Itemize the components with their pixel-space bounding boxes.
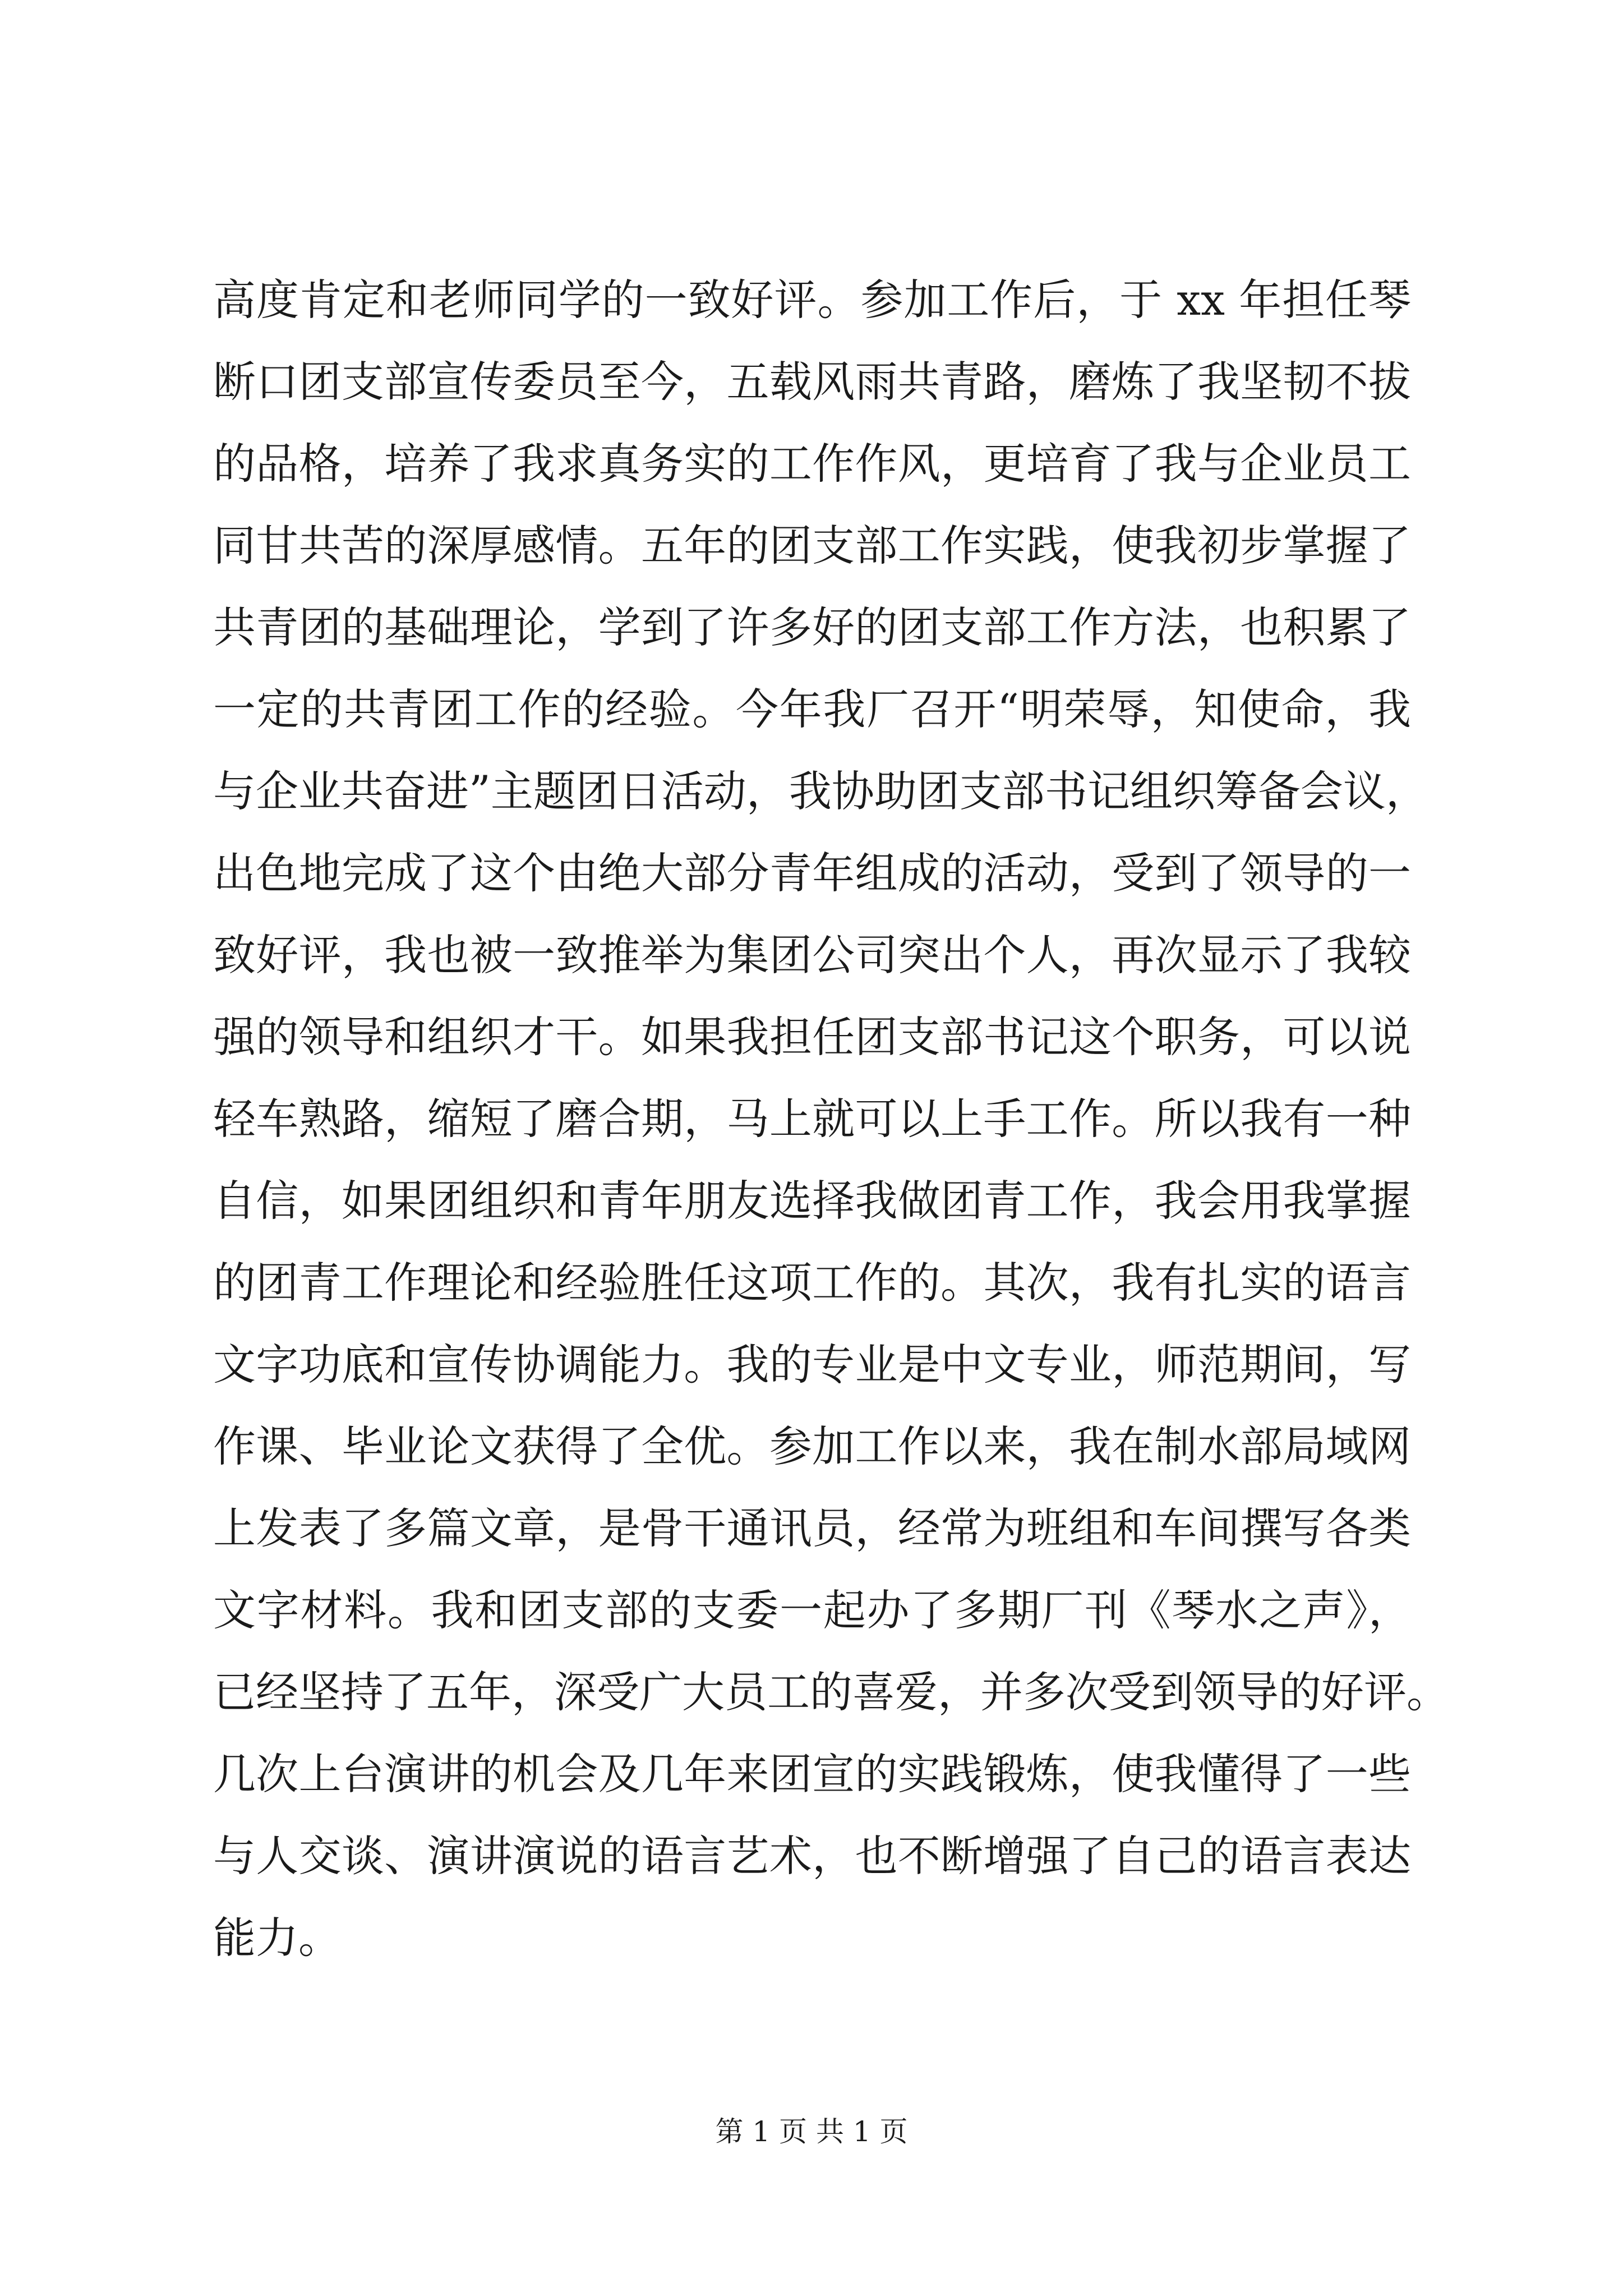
text-line-15: 作课、毕业论文获得了全优。参加工作以来，我在制水部局域网 — [213, 1421, 1411, 1471]
text-line-7: 与企业共奋进”主题团日活动，我协助团支部书记组织筹备会议， — [213, 766, 1428, 816]
text-line-8: 出色地完成了这个由绝大部分青年组成的活动，受到了领导的一 — [213, 848, 1411, 898]
text-line-4: 同甘共苦的深厚感情。五年的团支部工作实践，使我初步掌握了 — [213, 521, 1411, 570]
text-line-20: 与人交谈、演讲演说的语言艺术，也不断增强了自己的语言表达 — [213, 1831, 1411, 1881]
text-line-19: 几次上台演讲的机会及几年来团宣的实践锻炼，使我懂得了一些 — [213, 1749, 1411, 1799]
page-footer: 第 1 页 共 1 页 — [715, 2115, 908, 2148]
text-line-6: 一定的共青团工作的经验。今年我厂召开“明荣辱，知使命，我 — [213, 684, 1411, 734]
text-line-10: 强的领导和组织才干。如果我担任团支部书记这个职务，可以说 — [213, 1012, 1411, 1062]
text-line-11: 轻车熟路，缩短了磨合期，马上就可以上手工作。所以我有一种 — [213, 1094, 1411, 1144]
text-line-17: 文字材料。我和团支部的支委一起办了多期厂刊《琴水之声》， — [213, 1585, 1411, 1635]
text-line-1: 高度肯定和老师同学的一致好评。参加工作后，于 xx 年担任琴 — [213, 275, 1411, 325]
text-line-12: 自信，如果团组织和青年朋友选择我做团青工作，我会用我掌握 — [213, 1176, 1411, 1226]
text-line-13: 的团青工作理论和经验胜任这项工作的。其次，我有扎实的语言 — [213, 1258, 1411, 1308]
text-line-2: 断口团支部宣传委员至今，五载风雨共青路，磨炼了我坚韧不拔 — [213, 357, 1411, 407]
text-line-5: 共青团的基础理论，学到了许多好的团支部工作方法，也积累了 — [213, 602, 1411, 652]
text-line-18: 已经坚持了五年，深受广大员工的喜爱，并多次受到领导的好评。 — [213, 1667, 1449, 1717]
text-line-9: 致好评，我也被一致推举为集团公司突出个人，再次显示了我较 — [213, 930, 1411, 980]
text-line-14: 文字功底和宣传协调能力。我的专业是中文专业，师范期间，写 — [213, 1340, 1411, 1389]
text-line-21: 能力。 — [213, 1913, 341, 1963]
text-line-16: 上发表了多篇文章，是骨干通讯员，经常为班组和车间撰写各类 — [213, 1503, 1411, 1553]
body-paragraph — [213, 259, 1449, 1979]
text-line-3: 的品格，培养了我求真务实的工作作风，更培育了我与企业员工 — [213, 439, 1411, 489]
